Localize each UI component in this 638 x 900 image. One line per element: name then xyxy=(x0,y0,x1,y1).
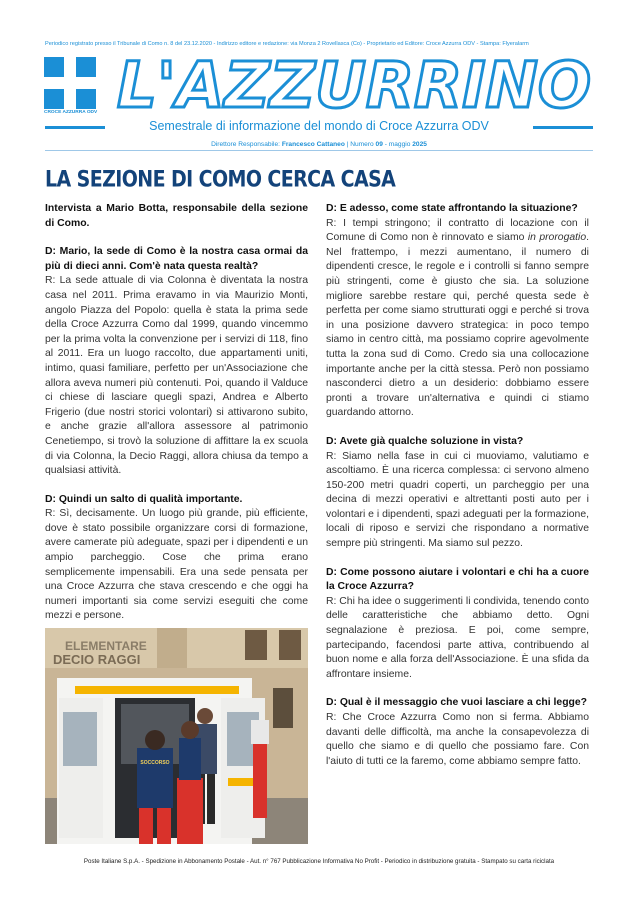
photo-sign-fragment: ELEMENTARE xyxy=(65,639,147,653)
footer-text: Poste Italiane S.p.A. - Spedizione in Abbonamento Postale - Aut. n° 767 Pubblicazione Informativa No Profit - Periodico in distribuzione gratuita - Stampato su carta riciclata xyxy=(83,858,555,865)
cross-logo-icon xyxy=(44,57,96,109)
question-2: D: Quindi un salto di qualità importante. xyxy=(45,493,243,505)
answer-6: R: Che Croce Azzurra Como non si ferma. Abbiamo davanti delle difficoltà, ma anche la consapevolezza di quello che siamo e di quello che possiamo fare. Con l'aiuto di tutti ce la faremo, come abbiamo sempre fatto. xyxy=(326,712,589,767)
divider xyxy=(45,150,593,151)
issue-year: 2025 xyxy=(412,141,427,148)
article-intro: Intervista a Mario Botta, responsabile della sezione di Como. xyxy=(45,203,308,229)
ambulance-photo xyxy=(45,628,308,844)
article-title: LA SEZIONE DI COMO CERCA CASA xyxy=(45,167,396,193)
question-5: D: Come possono aiutare i volontari e chi ha a cuore la Croce Azzurra? xyxy=(326,566,589,593)
director-name: Francesco Cattaneo xyxy=(281,141,345,148)
question-1: D: Mario, la sede di Como è la nostra casa ormai da più di dieci anni. Com'è nata questa realtà? xyxy=(45,246,308,272)
photo-wall-sign: DECIO RAGGI xyxy=(53,652,141,667)
photo-vest-text: SOCCORSO xyxy=(140,760,170,766)
question-4: D: Avete già qualche soluzione in vista? xyxy=(326,435,524,447)
registration-line: Periodico registrato presso il Tribunale di Como n. 8 del 23.12.2020 - Indirizzo editore e redazione: via Monza 2 Rovellasca (Co) - Proprietario ed Editore: Croce Azzurra ODV - Stampa: Flyeralarm xyxy=(45,41,529,47)
masthead xyxy=(114,49,594,119)
answer-5: R: Chi ha idee o suggerimenti li condivida, tenendo conto delle caratteristiche che abbiamo detto. Ogni segnalazione è preziosa. E poi, come sempre, partecipando, facendosi parte attiva, contribuendo al buon nome e alla forza dell'Associazione. È una sfida da affrontare insieme. xyxy=(326,595,589,680)
masthead-title: L'AZZURRINO xyxy=(117,49,591,119)
subtitle-bar xyxy=(45,119,593,135)
issue-number: 09 xyxy=(375,141,383,148)
answer-2: R: Sì, decisamente. Un luogo più grande, più efficiente, dove è stato possibile organizzare corsi di formazione, avere camerate più adeguate, spazi per i dipendenti e un ampio parcheggio. Cose che prima erano semplicemente impensabili. Era una sede pensata per una Croce Azzurra che stava crescendo e che oggi ha numeri importanti sia come servizi eseguiti che come mezzi e persone. xyxy=(45,508,308,622)
answer-4: R: Siamo nella fase in cui ci muoviamo, valutiamo e ascoltiamo. È una ricerca complessa: ci servono almeno 150-200 metri quadri coperti, un parcheggio per una decina di mezzi operativi e altrettanti posti auto per i volontari e i dipendenti, spazi adeguati per la formazione, locali di riposo e servizi che rispondano a normative sempre più stringenti. Ma siamo sul pezzo. xyxy=(326,450,589,550)
question-3: D: E adesso, come state affrontando la situazione? xyxy=(326,203,578,214)
question-6: D: Qual è il messaggio che vuoi lasciare a chi legge? xyxy=(326,697,588,709)
director-line: Direttore Responsabile: Francesco Cattaneo | Numero 09 - maggio 2025 xyxy=(211,141,427,148)
article-column-left xyxy=(45,202,308,624)
answer-3: R: I tempi stringono; il contratto di locazione con il Comune di Como non è rinnovato e siamo in prorogatio. Nel frattempo, i mezzi aumentano, il numero di dipendenti cresce, le regole e i controlli si fanno sempre più stringenti, come è giusto che sia. La soluzione migliore sarebbe restare qui, perché questa sede è perfetta per come siamo strutturati oggi e perché si trova in una posizione davvero strategica: in poco tempo siamo in centro città, ma possiamo coprire agevolmente tutta la zona sud di Como. Credo sia una collocazione importante anche per la città stessa. Però non possiamo nasconderci dietro a un desiderio: dobbiamo essere pronti a trovare un'alternativa e quindi ci stiamo guardando attorno. xyxy=(326,217,590,419)
answer-1: R: La sede attuale di via Colonna è diventata la nostra casa nel 2011. Prima eravamo in via Maurizio Monti, angolo Piazza del Popolo: quella è stata la prima sede della Croce Azzurra Como dal 1999, quando vincemmo per la prima volta la convenzione per i servizi di 118, fino al 2011. Era un luogo raccolto, due appartamenti uniti, intimo, quasi familiare, perfetto per un'Associazione che allora aveva numeri più contenuti. Poi, quando il Valduce ci chiese di lasciare quegli spazi, Andrea e Alberto Frigerio (due nostri storici volontari) si attivarono subito, e anche grazie all'allora assessore al patrimonio Cenetiempo, si trovò la soluzione di affittare la ex scuola di via Colonna, la Decio Raggi, allora chiusa da tempo a qualsiasi attività. xyxy=(45,275,308,477)
logo-caption: CROCE AZZURRA ODV xyxy=(44,110,98,115)
answer-3-italic: in prorogatio xyxy=(527,232,587,244)
subtitle: Semestrale di informazione del mondo di Croce Azzurra ODV xyxy=(143,119,495,133)
article-column-right xyxy=(326,202,589,769)
